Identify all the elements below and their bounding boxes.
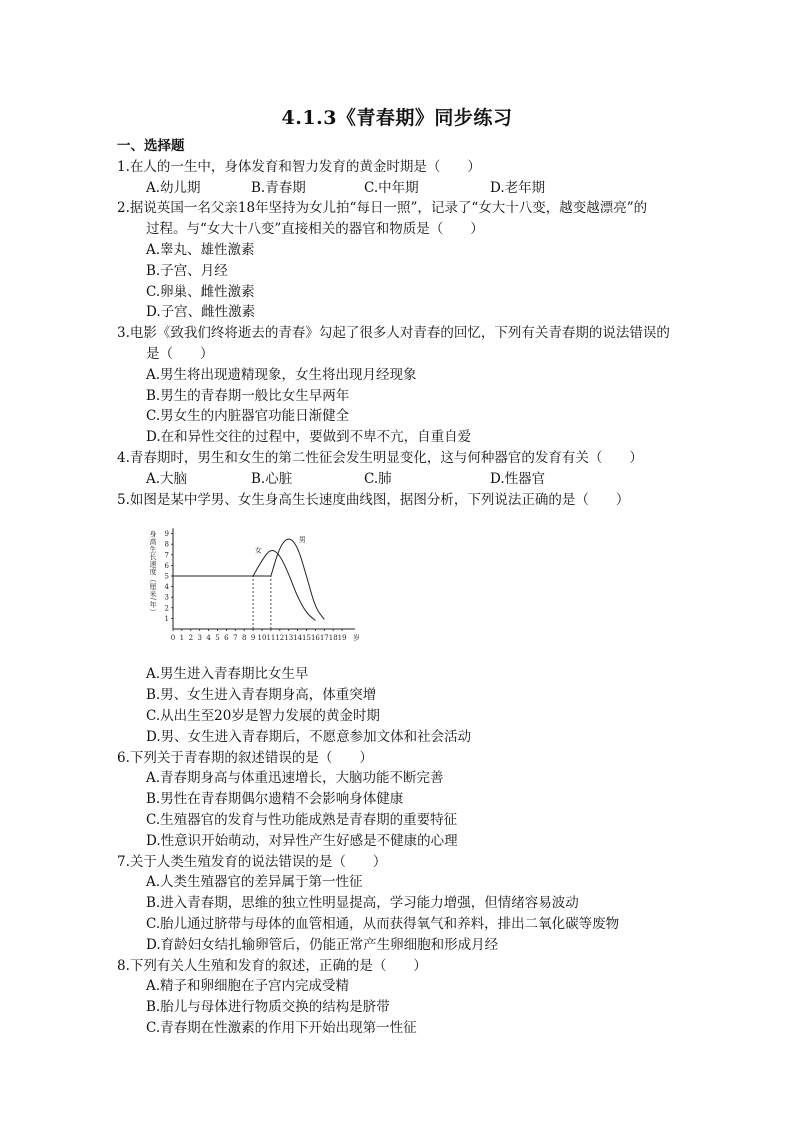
x-tick-label: 13 [284,634,294,643]
x-tick-label: 14 [293,634,303,643]
x-unit-label: 岁 [353,634,360,643]
x-tick-label: 16 [310,634,320,643]
option-d: D.男、女生进入青春期后，不愿意参加文体和社会活动 [146,728,472,745]
question-5 [117,490,717,748]
option-b: B.男生的青春期一般比女生早两年 [146,387,350,404]
y-axis-label: 身高生长速度（厘米/年） [149,530,157,617]
x-tick-label: 4 [206,634,211,643]
option-c: C.从出生至20岁是智力发展的黄金时期 [146,707,380,724]
page-title: 4.1.3《青春期》同步练习 [281,107,513,129]
option-c: C.男女生的内脏器官功能日渐健全 [146,408,350,425]
x-tick-label: 17 [319,634,329,643]
question-stem-cont: 过程。与“女大十八变”直接相关的器官和物质是（ ） [146,221,484,238]
x-tick-label: 8 [241,634,247,643]
option-d: D.性意识开始萌动，对异性产生好感是不健康的心理 [146,832,458,849]
x-tick-label: 3 [197,634,202,643]
option-a: A.青春期身高与体重迅速增长，大脑功能不断完善 [146,770,444,787]
y-tick-label: 4 [164,583,169,592]
option-a: A.男生将出现遗精现象，女生将出现月经现象 [146,366,417,383]
option-a: A.精子和卵细胞在子宫内完成受精 [146,978,350,995]
option-a: A.人类生殖器官的差异属于第一性征 [146,874,363,891]
question-stem: 3.电影《致我们终将逝去的青春》勾起了很多人对青春的回忆，下列有关青春期的说法错误的 [117,325,670,342]
x-tick-label: 18 [328,634,338,643]
y-tick-label: 5 [164,572,169,581]
x-tick-label: 5 [215,634,220,643]
options-row [117,469,717,490]
question-stem: 2.据说英国一名父亲18年坚持为女儿拍“每日一照”，记录了“女大十八变，越变越漂亮”的 [117,200,648,217]
option-c: C.青春期在性激素的作用下开始出现第一性征 [146,1019,417,1036]
x-tick-label: 19 [337,634,347,643]
option-c: C.胎儿通过脐带与母体的血管相通，从而获得氧气和养料，排出二氧化碳等废物 [146,915,620,932]
question-stem: 6.下列关于青春期的叙述错误的是（ ） [117,749,373,766]
option-d: D.在和异性交往的过程中，要做到不卑不亢，自重自爱 [146,429,472,446]
option-d: D.子宫、雌性激素 [146,304,256,321]
series-line-female [173,551,315,621]
series-name-label: 男 [298,536,306,545]
x-tick-label: 6 [224,634,229,643]
x-tick-label: 0 [170,634,176,643]
option-b: B.青春期 [251,179,306,196]
growth-speed-chart [147,516,360,664]
option-a: A.睾丸、雄性激素 [146,241,255,258]
option-b: B.胎儿与母体进行物质交换的结构是脐带 [146,999,390,1016]
option-c: C.生殖器官的发育与性功能成熟是青春期的重要特征 [146,811,458,828]
y-tick-label: 3 [164,594,169,603]
option-a: A.男生进入青春期比女生早 [146,666,309,683]
question-6 [117,748,717,852]
series-line-male [173,540,324,620]
y-tick-label: 1 [164,615,169,624]
option-d: D.性器官 [490,470,546,487]
option-a: A.大脑 [146,470,188,487]
option-b: B.进入青春期，思维的独立性明显提高，学习能力增强，但情绪容易波动 [146,895,579,912]
option-b: B.男、女生进入青春期身高，体重突增 [146,687,377,704]
option-d: D.育龄妇女结扎输卵管后，仍能正常产生卵细胞和形成月经 [146,936,499,953]
question-stem: 4.青春期时，男生和女生的第二性征会发生明显变化，这与何种器官的发育有关（ ） [117,449,643,466]
question-stem: 1.在人的一生中，身体发育和智力发育的黄金时期是（ ） [117,158,481,175]
section-heading: 一、选择题 [117,138,185,154]
question-1 [117,157,717,199]
x-tick-label: 11 [266,634,276,643]
question-8 [117,956,717,1039]
option-b: B.男性在青春期偶尔遗精不会影响身体健康 [146,791,404,808]
question-stem: 5.如图是某中学男、女生身高生长速度曲线图，据图分析，下列说法正确的是（ ） [117,491,630,508]
question-stem: 7.关于人类生殖发育的说法错误的是（ ） [117,853,387,870]
series-name-label: 女 [254,546,262,555]
question-2 [117,198,717,323]
question-3 [117,323,717,448]
y-tick-label: 2 [164,604,169,613]
x-tick-label: 2 [188,634,194,643]
option-b: B.心脏 [251,470,293,487]
x-tick-label: 10 [257,634,267,643]
y-tick-label: 7 [164,551,169,560]
question-7 [117,852,717,956]
option-a: A.幼儿期 [146,179,201,196]
option-c: C.中年期 [364,179,419,196]
y-tick-label: 9 [164,530,169,539]
x-tick-label: 12 [275,634,285,643]
x-tick-label: 1 [179,634,185,643]
x-tick-label: 9 [250,634,256,643]
question-stem-cont: 是（ ） [146,345,214,362]
option-c: C.卵巢、雌性激素 [146,283,255,300]
chart-svg [147,516,360,664]
option-d: D.老年期 [490,179,546,196]
x-tick-label: 15 [302,634,311,643]
question-list [117,136,717,1039]
option-b: B.子宫、月经 [146,262,228,279]
option-c: C.肺 [364,470,392,487]
question-stem: 8.下列有关人生殖和发育的叙述，正确的是（ ） [117,957,427,974]
y-tick-label: 8 [164,541,169,550]
question-4 [117,448,717,490]
options-row [117,178,717,199]
y-tick-label: 6 [164,562,169,571]
x-tick-label: 7 [233,634,238,643]
